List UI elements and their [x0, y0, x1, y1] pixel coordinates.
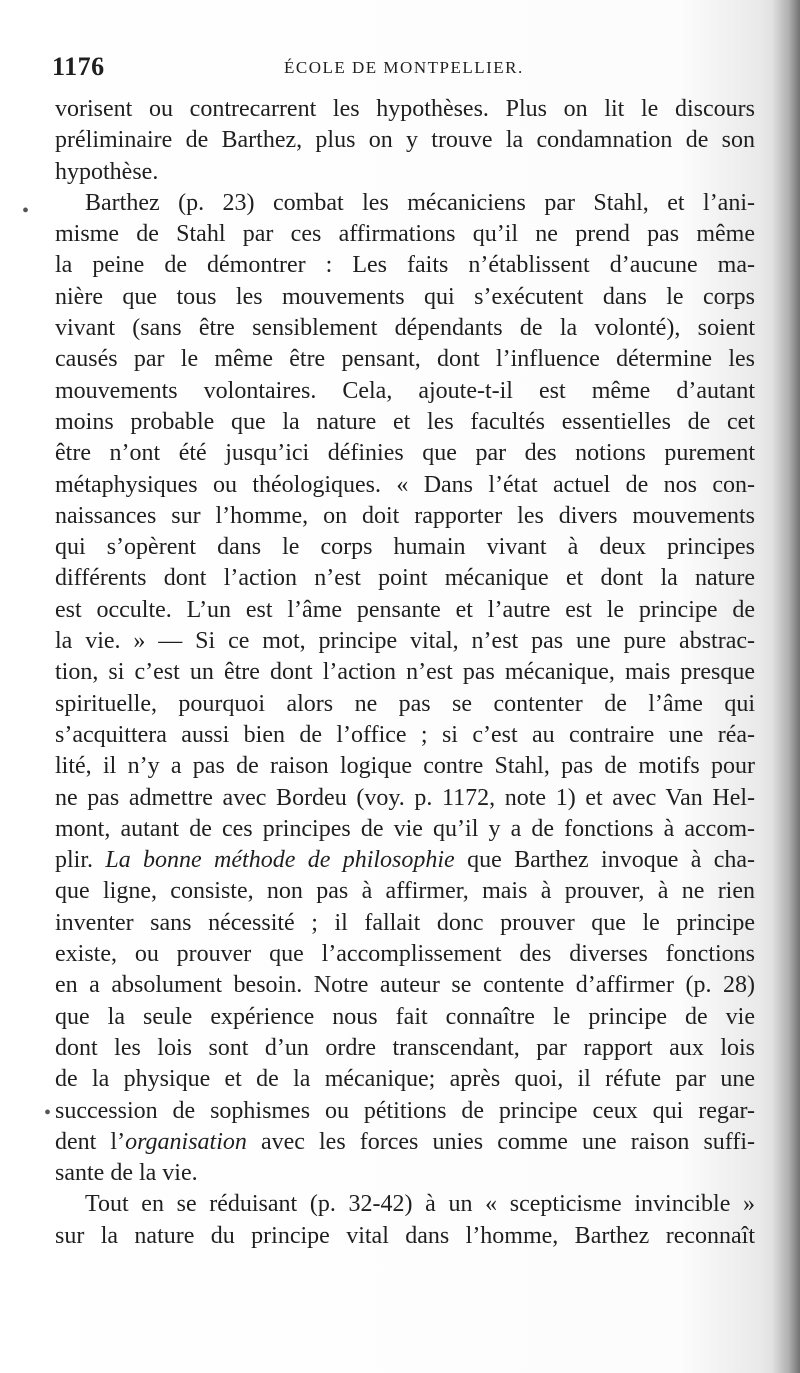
page-edge-shadow	[772, 0, 800, 1373]
text-line: misme de Stahl par ces affirmations qu’il ne prend pas même	[55, 221, 755, 248]
text-line: s’acquittera aussi bien de l’office ; si c’est au contraire une réa-	[55, 721, 755, 748]
text-line: de la physique et de la mécanique; après quoi, il réfute par une	[55, 1066, 755, 1093]
margin-dot: •	[22, 200, 30, 222]
text-line: Barthez (p. 23) combat les mécaniciens par Stahl, et l’ani-	[85, 189, 755, 216]
text-line: vorisent ou contrecarrent les hypothèses. Plus on lit le discours	[55, 96, 755, 122]
text-line: que ligne, consiste, non pas à affirmer, mais à prouver, à ne rien	[55, 878, 755, 905]
text-line: existe, ou prouver que l’accomplissement des diverses fonctions	[55, 941, 755, 968]
text-line: est occulte. L’un est l’âme pensante et l’autre est le principe de	[55, 596, 755, 623]
text-fragment: plir.	[55, 847, 106, 874]
text-line: être n’ont été jusqu’ici définies que par des notions purement	[55, 440, 755, 467]
text-line: sante de la vie.	[55, 1160, 198, 1187]
text-line: nière que tous les mouvements qui s’exécutent dans le corps	[55, 283, 755, 310]
text-line: succession de sophismes ou pétitions de principe ceux qui regar-	[55, 1097, 755, 1124]
text-line: préliminaire de Barthez, plus on y trouve la condamnation de son	[55, 127, 755, 154]
text-line: naissances sur l’homme, on doit rapporter les divers mouvements	[55, 502, 755, 529]
text-line	[55, 1127, 755, 1158]
text-line: tion, si c’est un être dont l’action n’est pas mécanique, mais presque	[55, 659, 755, 686]
text-line: spirituelle, pourquoi alors ne pas se contenter de l’âme qui	[55, 690, 755, 717]
text-line: mouvements volontaires. Cela, ajoute-t-il est même d’autant	[55, 377, 755, 404]
italic-word: organisation	[125, 1128, 247, 1155]
running-head	[52, 52, 752, 86]
text-line: inventer sans nécessité ; il fallait donc prouver que le principe	[55, 909, 755, 936]
body-text	[55, 94, 755, 1252]
text-line: la vie. » — Si ce mot, principe vital, n’est pas une pure abstrac-	[55, 628, 755, 655]
text-line: Tout en se réduisant (p. 32-42) à un « scepticisme invincible »	[85, 1191, 755, 1218]
text-line: que la seule expérience nous fait connaître le principe de vie	[55, 1003, 755, 1030]
italic-phrase: La bonne méthode de philosophie	[105, 847, 455, 874]
text-line: causés par le même être pensant, dont l’influence détermine les	[55, 346, 755, 373]
text-line: métaphysiques ou théologiques. « Dans l’état actuel de nos con-	[55, 471, 755, 498]
text-line: mont, autant de ces principes de vie qu’il y a de fonctions à accom-	[55, 815, 755, 842]
text-line: hypothèse.	[55, 158, 159, 185]
text-line: lité, il n’y a pas de raison logique contre Stahl, pas de motifs pour	[55, 753, 755, 780]
text-line: moins probable que la nature et les facultés essentielles de cet	[55, 408, 755, 435]
text-line: sur la nature du principe vital dans l’homme, Barthez reconnaît	[55, 1222, 755, 1249]
text-line: la peine de démontrer : Les faits n’établissent d’aucune ma-	[55, 252, 755, 279]
text-line: qui s’opèrent dans le corps humain vivant à deux principes	[55, 534, 755, 561]
text-line: vivant (sans être sensiblement dépendants de la volonté), soient	[55, 315, 755, 342]
page-number: 1176	[52, 52, 105, 81]
text-line: dont les lois sont d’un ordre transcendant, par rapport aux lois	[55, 1034, 755, 1061]
text-fragment: que Barthez invoque à cha-	[454, 847, 756, 874]
text-line	[55, 845, 755, 876]
text-fragment: avec les forces unies comme une raison suffi-	[246, 1128, 755, 1155]
text-fragment: dent l’	[55, 1128, 126, 1155]
margin-dot: •	[44, 1102, 52, 1124]
text-line: en a absolument besoin. Notre auteur se contente d’affirmer (p. 28)	[55, 972, 755, 999]
text-line: différents dont l’action n’est point mécanique et dont la nature	[55, 565, 755, 592]
running-title: ÉCOLE DE MONTPELLIER.	[284, 58, 524, 77]
text-line: ne pas admettre avec Bordeu (voy. p. 1172, note 1) et avec Van Hel-	[55, 784, 755, 811]
